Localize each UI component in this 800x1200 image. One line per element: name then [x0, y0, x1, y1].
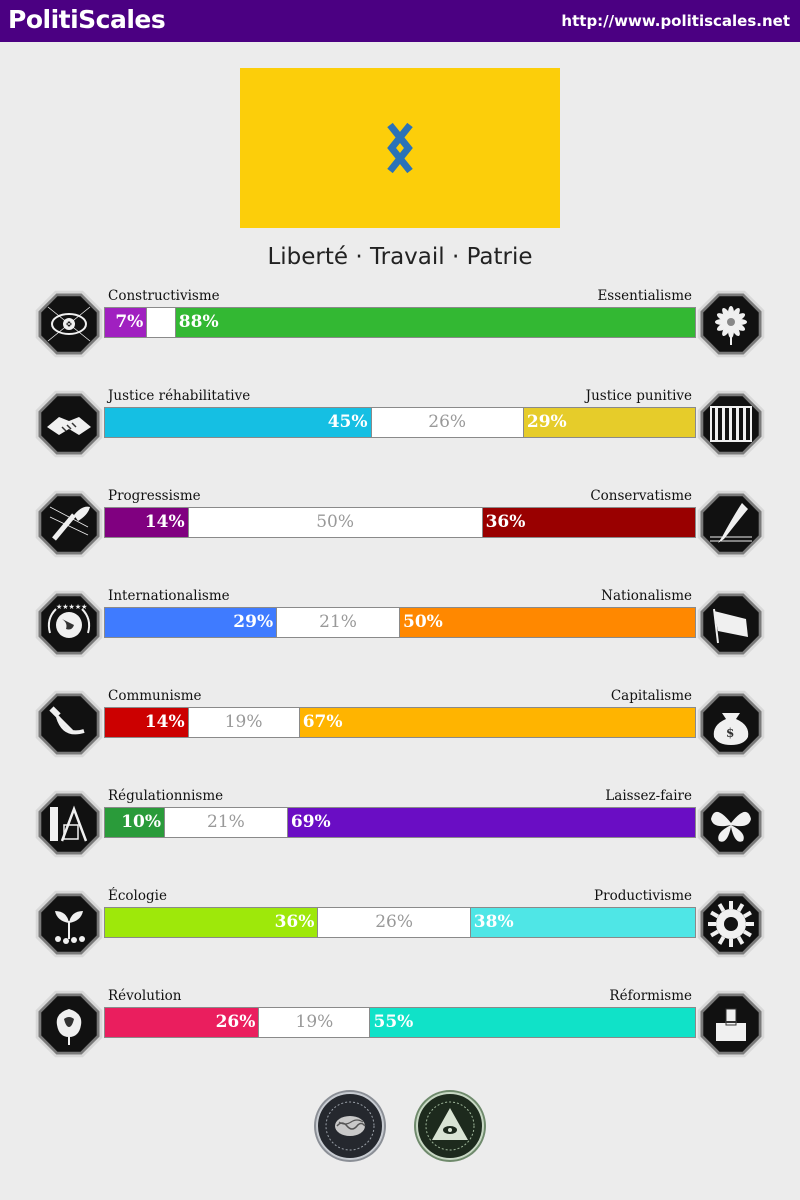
axis-row [0, 287, 800, 367]
badges [0, 1088, 800, 1164]
axis-bar [104, 1007, 696, 1038]
axis-neutral-segment: 21% [164, 808, 288, 837]
svg-text:$: $ [726, 726, 735, 740]
axis-row [0, 587, 800, 667]
hammer-sickle-icon [34, 687, 104, 761]
axis-right-label: Nationalisme [601, 588, 692, 604]
axis-neutral-segment: 50% [188, 508, 483, 537]
slogan: Liberté · Travail · Patrie [267, 244, 533, 270]
ruler-compass-icon [34, 787, 104, 861]
axis-right-label: Justice punitive [585, 388, 692, 404]
axis-right-label: Laissez-faire [605, 788, 692, 804]
axis-neutral-segment: 21% [276, 608, 400, 637]
axis-row [0, 887, 800, 967]
axis-bar [104, 307, 696, 338]
axis-row [0, 487, 800, 567]
axis-bar [104, 407, 696, 438]
butterfly-icon [696, 787, 766, 861]
axis-right-label: Réformisme [609, 988, 692, 1004]
axis-right-label: Productivisme [594, 888, 692, 904]
axis-neutral-segment: 26% [317, 908, 470, 937]
axis-left-label: Révolution [108, 988, 182, 1004]
axis-bar [104, 507, 696, 538]
flag-icon [696, 587, 766, 661]
axis-right-segment: 38% [471, 908, 695, 937]
axis-bar [104, 707, 696, 738]
axis-right-label: Conservatisme [590, 488, 692, 504]
axis-row [0, 687, 800, 767]
prison-bars-icon [696, 387, 766, 461]
gear-icon [696, 887, 766, 961]
axis-bar [104, 807, 696, 838]
axis-left-segment: 14% [105, 508, 188, 537]
axis-left-segment: 29% [105, 608, 276, 637]
header-bar [0, 0, 800, 42]
axis-neutral-segment: 26% [371, 408, 524, 437]
sprout-icon [34, 887, 104, 961]
axis-row [0, 387, 800, 467]
axis-neutral-segment: 19% [188, 708, 300, 737]
axis-row [0, 987, 800, 1067]
axis-right-segment: 55% [370, 1008, 695, 1037]
all-seeing-eye-seal-icon [413, 1088, 487, 1164]
flag-background [240, 68, 560, 228]
axis-left-label: Écologie [108, 888, 167, 904]
axis-right-segment: 29% [524, 408, 695, 437]
result-flag [240, 68, 560, 228]
axis-left-segment: 26% [105, 1008, 258, 1037]
money-bag-icon [696, 687, 766, 761]
svg-text:★★★★★: ★★★★★ [56, 603, 88, 611]
axis-neutral-segment: 19% [258, 1008, 370, 1037]
axis-right-label: Capitalisme [610, 688, 692, 704]
rose-icon [34, 987, 104, 1061]
axis-left-segment: 7% [105, 308, 146, 337]
flower-icon [696, 287, 766, 361]
quill-icon [696, 487, 766, 561]
axis-right-segment: 67% [300, 708, 695, 737]
axis-left-segment: 10% [105, 808, 164, 837]
brain-seal-icon [313, 1088, 387, 1164]
axis-left-label: Régulationnisme [108, 788, 224, 804]
axis-left-label: Internationalisme [108, 588, 230, 604]
axis-left-segment: 36% [105, 908, 317, 937]
axis-right-segment: 50% [400, 608, 695, 637]
axis-left-label: Justice réhabilitative [108, 388, 251, 404]
ballot-box-icon [696, 987, 766, 1061]
axis-left-label: Progressisme [108, 488, 201, 504]
axis-bar [104, 607, 696, 638]
axis-left-label: Constructivisme [108, 288, 220, 304]
site-url[interactable]: http://www.politiscales.net [561, 12, 790, 30]
axis-right-segment: 88% [176, 308, 695, 337]
axis-bar [104, 907, 696, 938]
axis-row [0, 787, 800, 867]
eye-icon [34, 287, 104, 361]
torch-icon [34, 487, 104, 561]
globe-icon [34, 587, 104, 661]
axis-neutral-segment [146, 308, 176, 337]
axis-right-segment: 36% [483, 508, 695, 537]
axis-right-segment: 69% [288, 808, 695, 837]
brand-name[interactable]: PolitiScales [8, 5, 166, 34]
axis-left-segment: 45% [105, 408, 371, 437]
axis-right-label: Essentialisme [597, 288, 692, 304]
handshake-icon [34, 387, 104, 461]
axis-left-segment: 14% [105, 708, 188, 737]
axis-left-label: Communisme [108, 688, 202, 704]
